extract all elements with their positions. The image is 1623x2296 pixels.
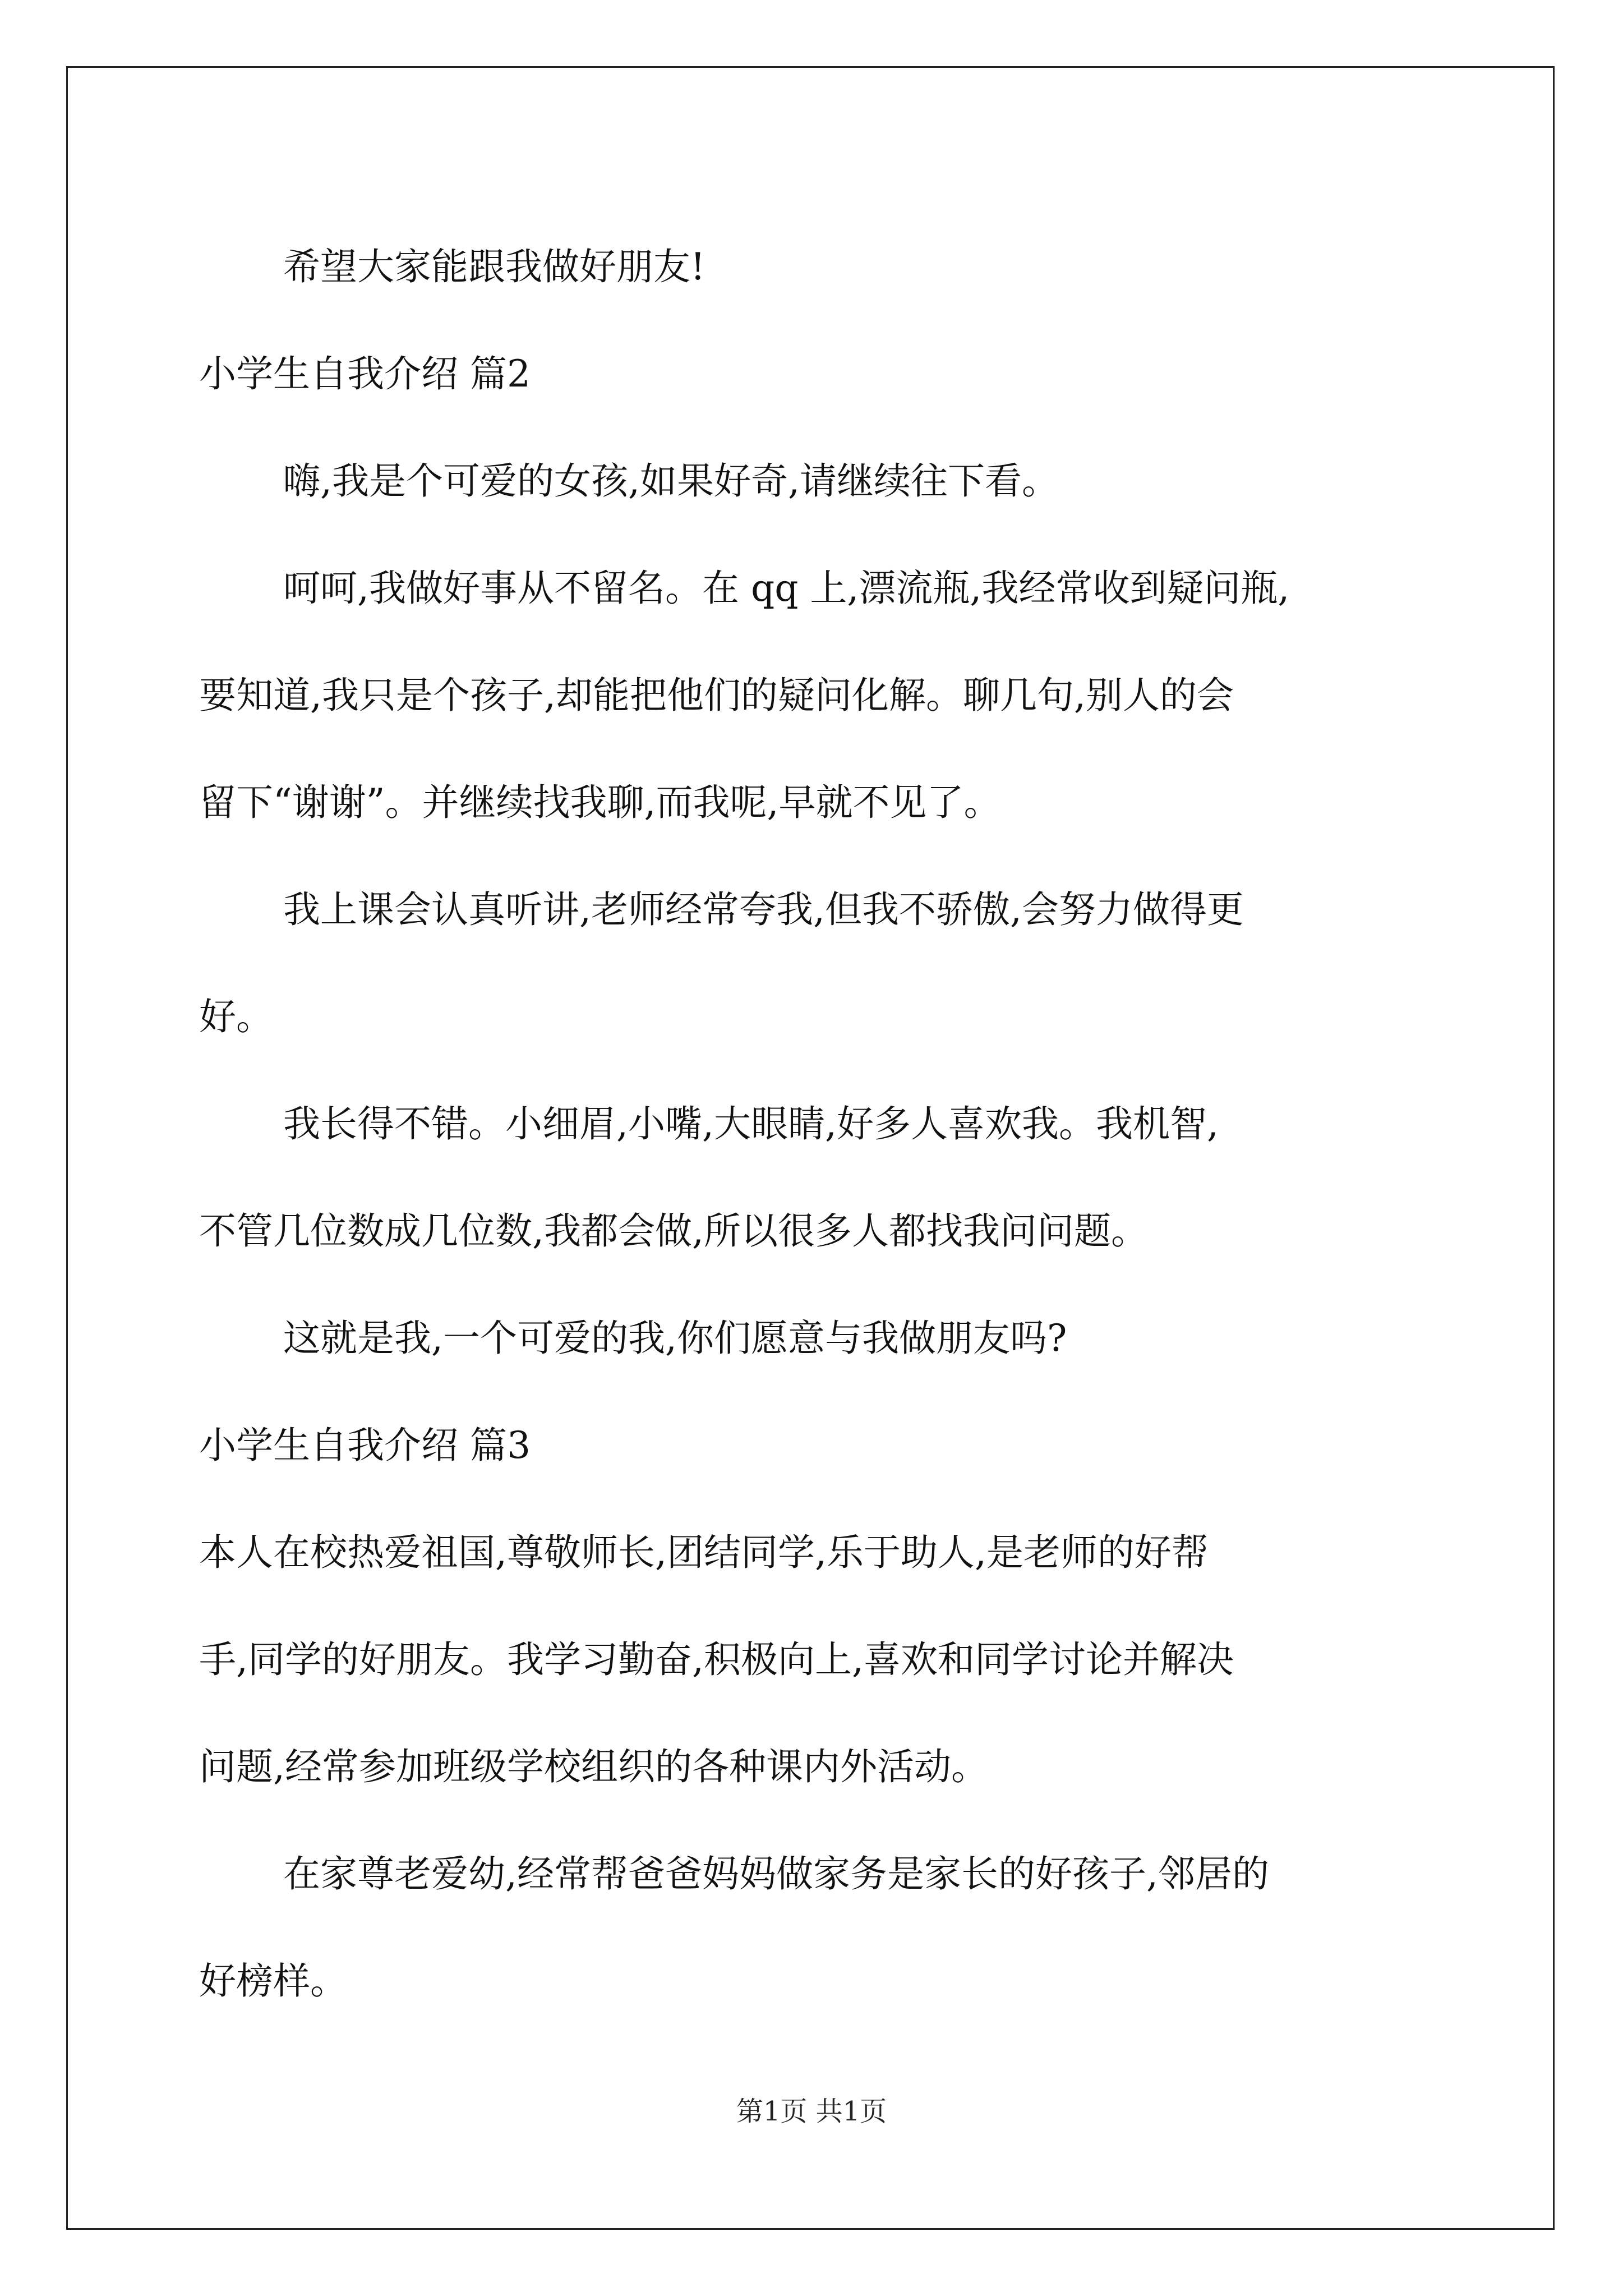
section-heading-2: 小学生自我介绍 篇2 xyxy=(199,352,531,395)
paragraph-line: 本人在校热爱祖国,尊敬师长,团结同学,乐于助人,是老师的好帮 xyxy=(199,1531,1209,1574)
paragraph-line: 这就是我,一个可爱的我,你们愿意与我做朋友吗? xyxy=(283,1317,1067,1360)
page-number-footer: 第1页 共1页 xyxy=(736,2096,887,2127)
paragraph-line: 嗨,我是个可爱的女孩,如果好奇,请继续往下看。 xyxy=(283,459,1059,503)
paragraph-line: 我上课会认真听讲,老师经常夸我,但我不骄傲,会努力做得更 xyxy=(283,888,1244,931)
paragraph-line: 我长得不错。小细眉,小嘴,大眼睛,好多人喜欢我。我机智, xyxy=(283,1102,1219,1145)
section-heading-3: 小学生自我介绍 篇3 xyxy=(199,1424,531,1467)
document-body xyxy=(199,213,1444,2035)
paragraph-line: 不管几位数成几位数,我都会做,所以很多人都找我问问题。 xyxy=(199,1209,1148,1253)
paragraph-closing-line: 希望大家能跟我做好朋友! xyxy=(283,245,706,288)
paragraph-line: 手,同学的好朋友。我学习勤奋,积极向上,喜欢和同学讨论并解决 xyxy=(199,1638,1234,1681)
paragraph-line: 留下“谢谢”。并继续找我聊,而我呢,早就不见了。 xyxy=(199,781,1001,824)
paragraph-line: 好榜样。 xyxy=(199,1959,347,2003)
paragraph-line: 问题,经常参加班级学校组织的各种课内外活动。 xyxy=(199,1745,988,1788)
paragraph-line: 在家尊老爱幼,经常帮爸爸妈妈做家务是家长的好孩子,邻居的 xyxy=(283,1852,1269,1895)
paragraph-line: 要知道,我只是个孩子,却能把他们的疑问化解。聊几句,别人的会 xyxy=(199,674,1234,717)
paragraph-line: 好。 xyxy=(199,995,273,1038)
paragraph-line: 呵呵,我做好事从不留名。在 qq 上,漂流瓶,我经常收到疑问瓶, xyxy=(283,567,1290,610)
